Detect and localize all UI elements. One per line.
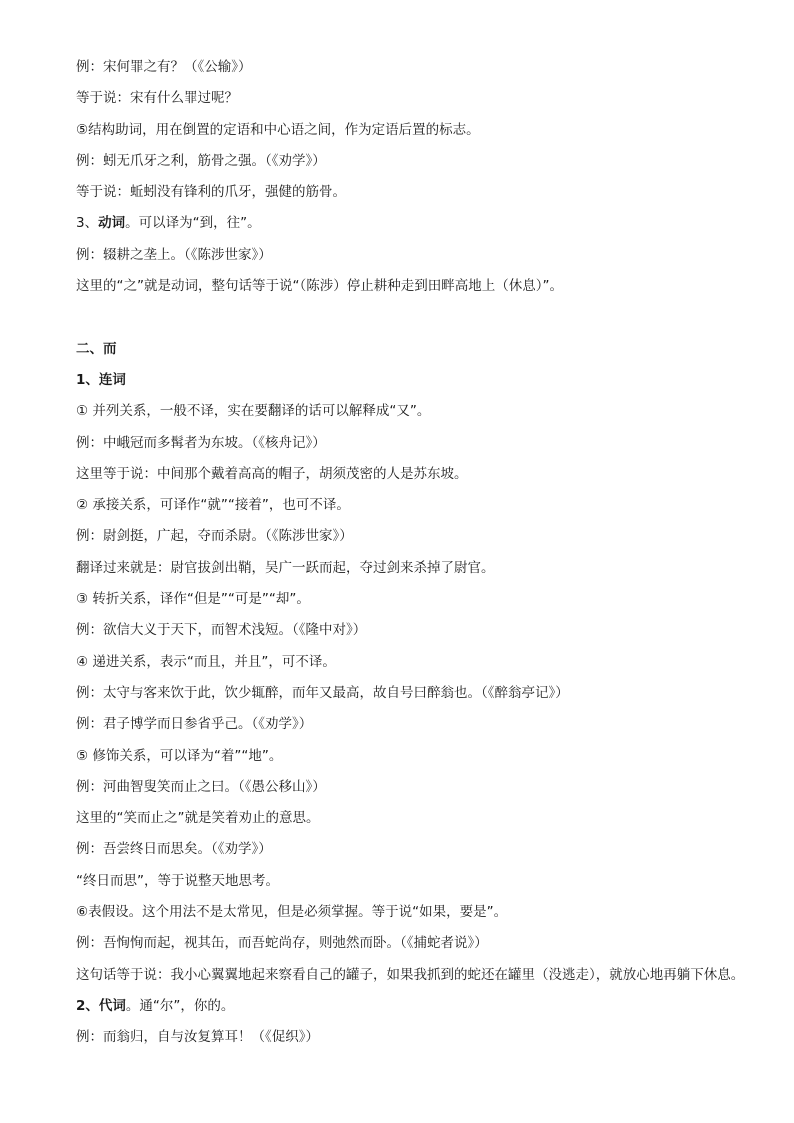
text-line: “终日而思”，等于说整天地思考。 [76,872,279,889]
text-line: 例：中峨冠而多髯者为东坡。（《核舟记》） [76,434,326,451]
text-line: 例：欲信大义于天下，而智术浅短。（《隆中对》） [76,622,367,639]
text-line: 例：而翁归，自与汝复算耳！（《促织》） [76,1029,319,1046]
text-line: 翻译过来就是：尉官拔剑出鞘，吴广一跃而起，夺过剑来杀掉了尉官。 [76,559,495,576]
text-line: 这里的“之”就是动词，整句话等于说“（陈涉）停止耕种走到田畔高地上（休息）”。 [76,278,563,295]
text-line: 等于说：宋有什么罪过呢？ [76,90,238,107]
subheading-rest: 。通“尔”，你的。 [125,997,235,1014]
text-line: 例：太守与客来饮于此，饮少辄醉，而年又最高，故自号曰醉翁也。（《醉翁亭记》） [76,684,569,701]
text-line: 例：吾恂恂而起，视其缶，而吾蛇尚存，则弛然而卧。（《捕蛇者说》） [76,935,488,952]
text-paragraph: 这句话等于说：我小心翼翼地起来察看自己的罐子，如果我抓到的蛇还在罐里（没逃走），就放心地再躺下休息。 [76,966,745,983]
subheading-pronoun [76,991,766,1022]
text-line: ⑥表假设。这个用法不是太常见，但是必须掌握。等于说“如果，要是”。 [76,904,508,921]
subheading-bold: 动词 [98,215,126,232]
text-line: ① 并列关系，一般不译，实在要翻译的话可以解释成“又”。 [76,403,431,420]
text-line: 例：宋何罪之有？（《公输》） [76,59,252,75]
text-line: ② 承接关系，可译作“就”“接着”，也可不译。 [76,497,350,514]
text-line: 例：君子博学而日参省乎己。（《劝学》） [76,716,313,733]
text-line: 例：蚓无爪牙之利，筋骨之强。（《劝学》） [76,152,326,169]
text-line: ④ 递进关系，表示“而且，并且”，可不译。 [76,653,336,670]
spacer [76,302,766,333]
section-heading: 二、而 [76,340,117,357]
subheading-rest: 。可以译为“到，往”。 [125,215,261,232]
subheading-prefix: 3、 [76,215,99,232]
subheading-verb [76,208,766,239]
text-line: 这里等于说：中间那个戴着高高的帽子，胡须茂密的人是苏东坡。 [76,465,468,482]
text-line: 例：河曲智叟笑而止之曰。（《愚公移山》） [76,778,326,795]
document-page [76,52,766,1054]
text-line: 例：吾尝终日而思矣。（《劝学》） [76,841,272,858]
text-line: ⑤ 修饰关系，可以译为“着”“地”。 [76,747,283,764]
text-line: 等于说：蚯蚓没有锋利的爪牙，强健的筋骨。 [76,184,346,201]
subheading-conjunction: 1、连词 [76,371,126,388]
text-line: ⑤结构助词，用在倒置的定语和中心语之间，作为定语后置的标志。 [76,121,480,138]
text-line: 这里的“笑而止之”就是笑着劝止的意思。 [76,810,320,827]
text-line: ③ 转折关系，译作“但是”“可是”“却”。 [76,591,310,608]
text-line: 例：尉剑挺，广起，夺而杀尉。（《陈涉世家》） [76,528,353,545]
text-line: 例：辍耕之垄上。（《陈涉世家》） [76,246,272,263]
subheading-bold: 2、代词 [76,997,126,1014]
